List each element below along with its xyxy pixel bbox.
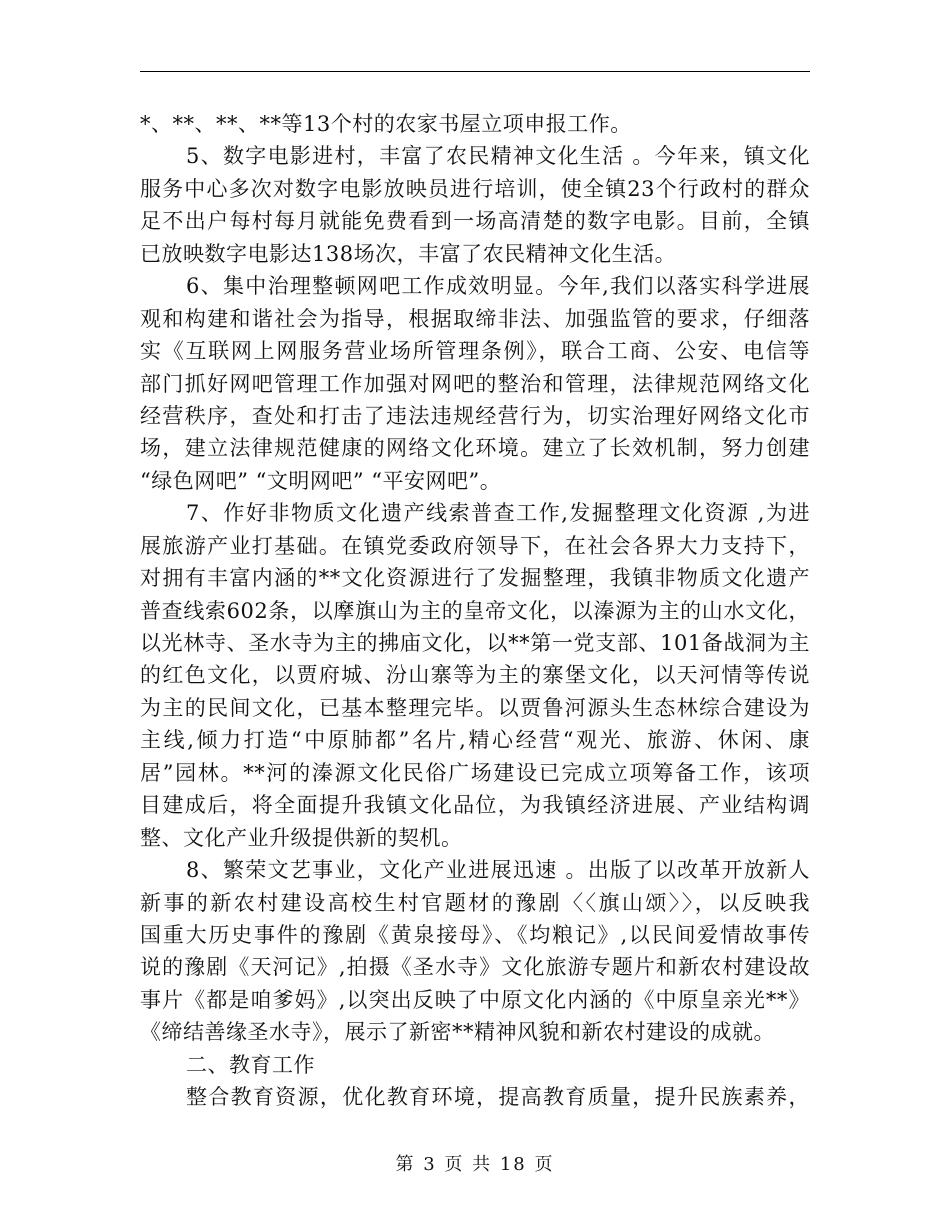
page-number: 第 3 页 共 18 页 [395, 1154, 555, 1175]
text-line: 服务中心多次对数字电影放映员进行培训，使全镇23个行政村的群众 [140, 176, 810, 201]
text-line: 说的豫剧《天河记》,拍摄《圣水寺》文化旅游专题片和新农村建设故 [140, 955, 810, 980]
text-line: 主线,倾力打造“中原肺都”名片,精心经营“观光、旅游、休闲、康 [140, 728, 810, 753]
document-body [140, 108, 810, 1114]
text-line: 国重大历史事件的豫剧《黄泉接母》、《均粮记》,以民间爱情故事传 [140, 922, 810, 947]
text-line: 居”园林。**河的溱源文化民俗广场建设已完成立项筹备工作，该项 [140, 760, 810, 785]
text-line: 部门抓好网吧管理工作加强对网吧的整治和管理，法律规范网络文化 [140, 371, 810, 396]
text-line: 的红色文化，以贾府城、汾山寨等为主的寨堡文化，以天河情等传说 [140, 663, 810, 688]
text-line: 普查线索602条，以摩旗山为主的皇帝文化，以溱源为主的山水文化， [140, 598, 810, 623]
text-line: 展旅游产业打基础。在镇党委政府领导下，在社会各界大力支持下， [140, 533, 810, 558]
text-line: 8、繁荣文艺事业，文化产业进展迅速 。出版了以改革开放新人 [186, 858, 810, 883]
text-line: 整、文化产业升级提供新的契机。 [140, 825, 463, 850]
text-line: 为主的民间文化，已基本整理完毕。以贾鲁河源头生态林综合建设为 [140, 695, 810, 720]
text-line: 整合教育资源，优化教育环境，提高教育质量，提升民族素养， [186, 1085, 810, 1110]
text-line: 经营秩序，查处和打击了违法违规经营行为，切实治理好网络文化市 [140, 403, 810, 428]
text-line: 场，建立法律规范健康的网络文化环境。建立了长效机制，努力创建 [140, 436, 810, 461]
header-rule [140, 71, 810, 72]
text-line: 新事的新农村建设高校生村官题材的豫剧〈〈旗山颂〉〉，以反映我 [140, 890, 810, 915]
text-line: *、**、**、**等13个村的农家书屋立项申报工作。 [140, 112, 632, 136]
text-line: 对拥有丰富内涵的**文化资源进行了发掘整理，我镇非物质文化遗产 [140, 566, 810, 591]
text-line: 已放映数字电影达138场次，丰富了农民精神文化生活。 [140, 241, 677, 266]
section-heading: 二、教育工作 [186, 1052, 315, 1077]
text-line: 7、作好非物质文化遗产线索普查工作,发掘整理文化资源 ,为进 [186, 501, 810, 526]
text-line: 足不出户每村每月就能免费看到一场高清楚的数字电影。目前，全镇 [140, 209, 810, 234]
text-line: 观和构建和谐社会为指导，根据取缔非法、加强监管的要求，仔细落 [140, 306, 810, 331]
text-line: 以光林寺、圣水寺为主的拂庙文化，以**第一党支部、101备战洞为主 [140, 631, 810, 655]
text-line: 实《互联网上网服务营业场所管理条例》，联合工商、公安、电信等 [140, 339, 810, 364]
text-line: 目建成后，将全面提升我镇文化品位，为我镇经济进展、产业结构调 [140, 793, 810, 818]
text-line: “绿色网吧” “文明网吧” “平安网吧”。 [140, 468, 502, 493]
text-line: 事片《都是咱爹妈》,以突出反映了中原文化内涵的《中原皇亲光**》 [140, 987, 810, 1012]
text-line: 《缔结善缘圣水寺》，展示了新密**精神风貌和新农村建设的成就。 [140, 1020, 775, 1045]
text-line: 5、数字电影进村，丰富了农民精神文化生活 。今年来，镇文化 [186, 144, 810, 169]
text-line: 6、集中治理整顿网吧工作成效明显。今年,我们以落实科学进展 [186, 274, 810, 299]
